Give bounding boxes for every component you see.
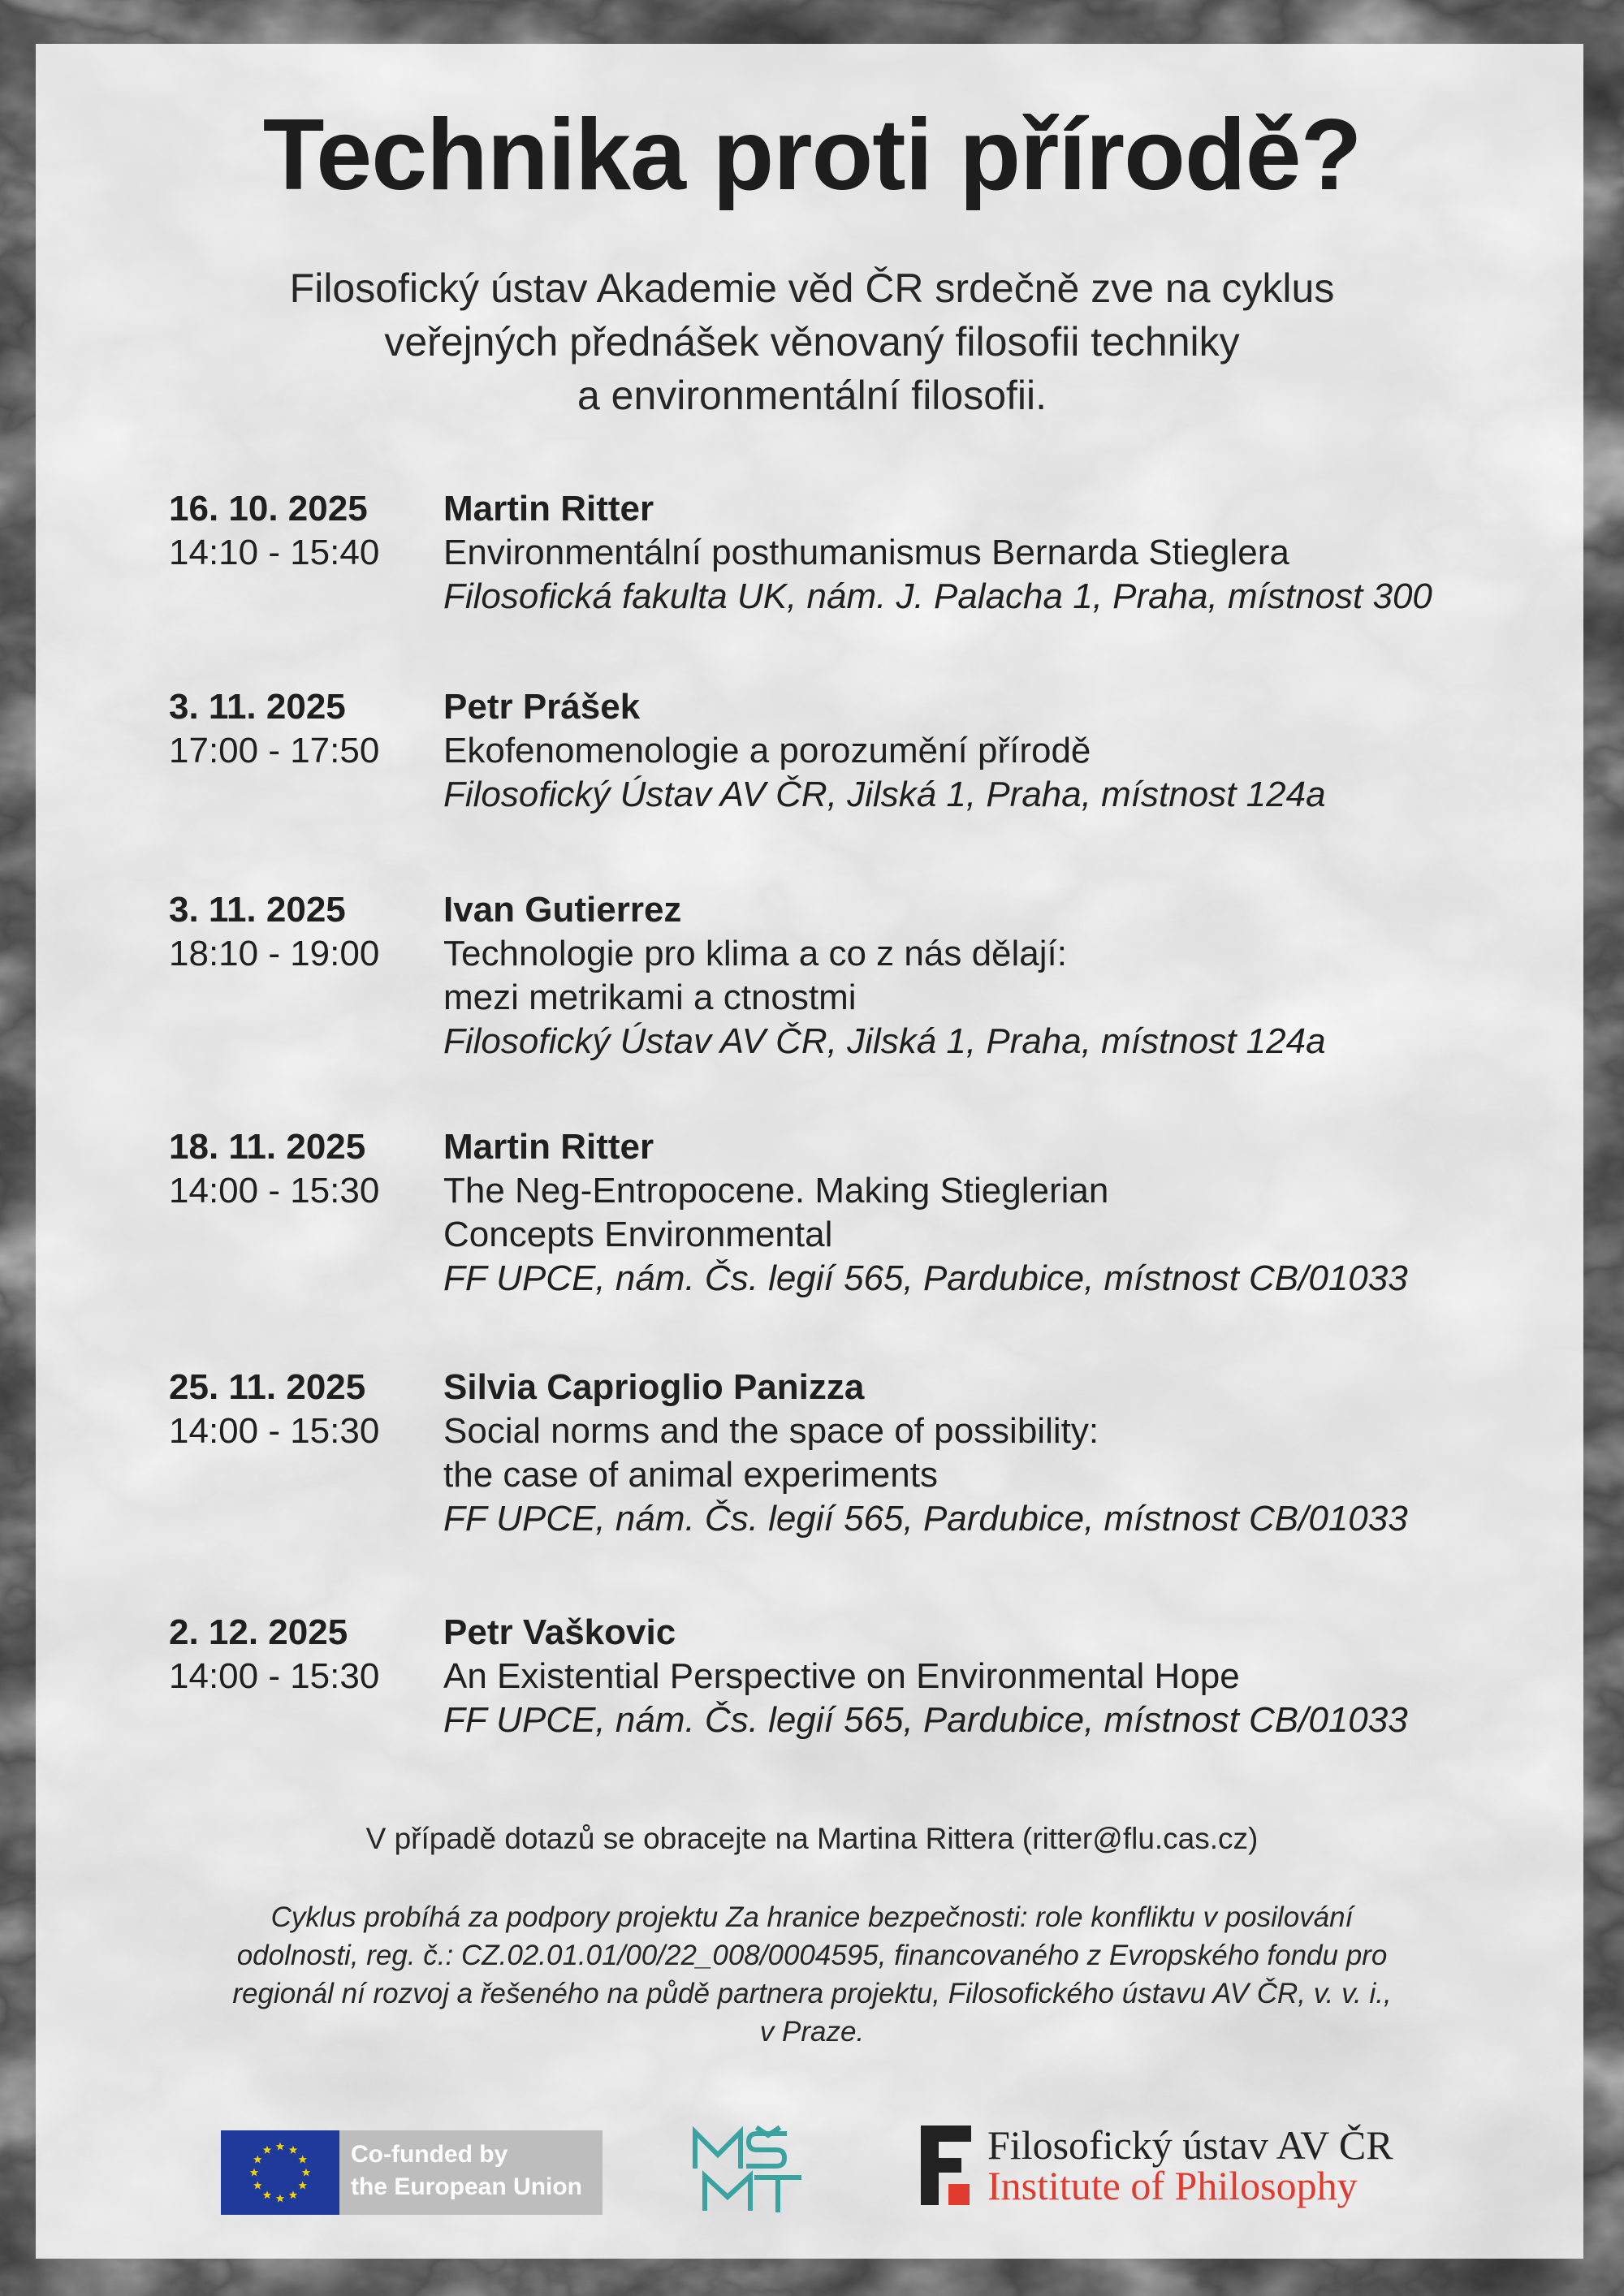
event-date: 16. 10. 2025 [169, 489, 368, 529]
event-speaker: Martin Ritter [443, 1127, 654, 1167]
intro-line: a environmentální filosofii. [577, 373, 1047, 418]
intro-text [162, 261, 1462, 422]
event-date: 18. 11. 2025 [169, 1127, 366, 1167]
event-venue: Filosofická fakulta UK, nám. J. Palacha 1, Praha, místnost 300 [443, 576, 1432, 616]
fu-logo-line-cz: Filosofický ústav AV ČR [987, 2122, 1393, 2168]
event-title: An Existential Perspective on Environmental Hope [443, 1656, 1240, 1696]
event-speaker: Petr Vaškovic [443, 1612, 676, 1652]
funding-line: v Praze. [759, 2016, 865, 2048]
event-title: Concepts Environmental [443, 1215, 833, 1254]
event-time: 18:10 - 19:00 [169, 934, 380, 973]
event-venue: Filosofický Ústav AV ČR, Jilská 1, Praha, místnost 124a [443, 1021, 1326, 1061]
funding-line: odolnosti, reg. č.: CZ.02.01.01/00/22_008/0004595, financovaného z Evropského fondu pro [236, 1940, 1388, 1971]
event-venue: FF UPCE, nám. Čs. legií 565, Pardubice, místnost CB/01033 [443, 1700, 1408, 1740]
event-title: The Neg-Entropocene. Making Stieglerian [443, 1171, 1109, 1211]
event-title: Environmentální posthumanismus Bernarda Stieglera [443, 533, 1289, 572]
fu-logo-line-en: Institute of Philosophy [987, 2163, 1358, 2208]
event-speaker: Ivan Gutierrez [443, 890, 682, 930]
event-time: 14:10 - 15:40 [169, 533, 380, 572]
page-title: Technika proti přírodě? [262, 99, 1362, 211]
event-title: Ekofenomenologie a porozumění přírodě [443, 731, 1091, 770]
event-time: 14:00 - 15:30 [169, 1171, 380, 1211]
funding-line: Cyklus probíhá za podpory projektu Za hranice bezpečnosti: role konfliktu v posilování [270, 1901, 1354, 1933]
event-title: Social norms and the space of possibility: [443, 1411, 1099, 1451]
contact-note: V případě dotazů se obracejte na Martina Rittera (ritter@flu.cas.cz) [365, 1822, 1259, 1855]
event-title: Technologie pro klima a co z nás dělají: [443, 934, 1067, 973]
event-time: 14:00 - 15:30 [169, 1656, 380, 1696]
event-date: 3. 11. 2025 [169, 687, 346, 727]
event-venue: Filosofický Ústav AV ČR, Jilská 1, Praha, místnost 124a [443, 775, 1326, 814]
event-speaker: Silvia Caprioglio Panizza [443, 1367, 865, 1407]
fu-logo-icon [921, 2126, 978, 2205]
institute-of-philosophy-logo [921, 2122, 1424, 2212]
event-title: mezi metrikami a ctnostmi [443, 978, 857, 1017]
funding-line: regionál ní rozvoj a řešeného na půdě partnera projektu, Filosofického ústavu AV ČR, v. v. i., [232, 1978, 1392, 2009]
event-date: 3. 11. 2025 [169, 890, 346, 930]
event-date: 25. 11. 2025 [169, 1367, 366, 1407]
event-speaker: Martin Ritter [443, 489, 654, 529]
event-venue: FF UPCE, nám. Čs. legií 565, Pardubice, místnost CB/01033 [443, 1499, 1408, 1539]
eu-logo-line: the European Union [351, 2173, 582, 2200]
event-venue: FF UPCE, nám. Čs. legií 565, Pardubice, místnost CB/01033 [443, 1258, 1408, 1298]
eu-cofunded-logo [221, 2130, 603, 2215]
intro-line: veřejných přednášek věnovaný filosofii techniky [384, 319, 1240, 365]
eu-flag-icon [221, 2130, 339, 2215]
intro-line: Filosofický ústav Akademie věd ČR srdečně zve na cyklus [289, 265, 1335, 311]
event-date: 2. 12. 2025 [169, 1612, 348, 1652]
event-speaker: Petr Prášek [443, 687, 641, 727]
event-title: the case of animal experiments [443, 1455, 938, 1495]
funding-note [122, 1898, 1502, 2051]
msmt-logo-icon [689, 2126, 806, 2215]
event-time: 17:00 - 17:50 [169, 731, 380, 770]
eu-logo-line: Co-funded by [351, 2141, 508, 2168]
event-time: 14:00 - 15:30 [169, 1411, 380, 1451]
